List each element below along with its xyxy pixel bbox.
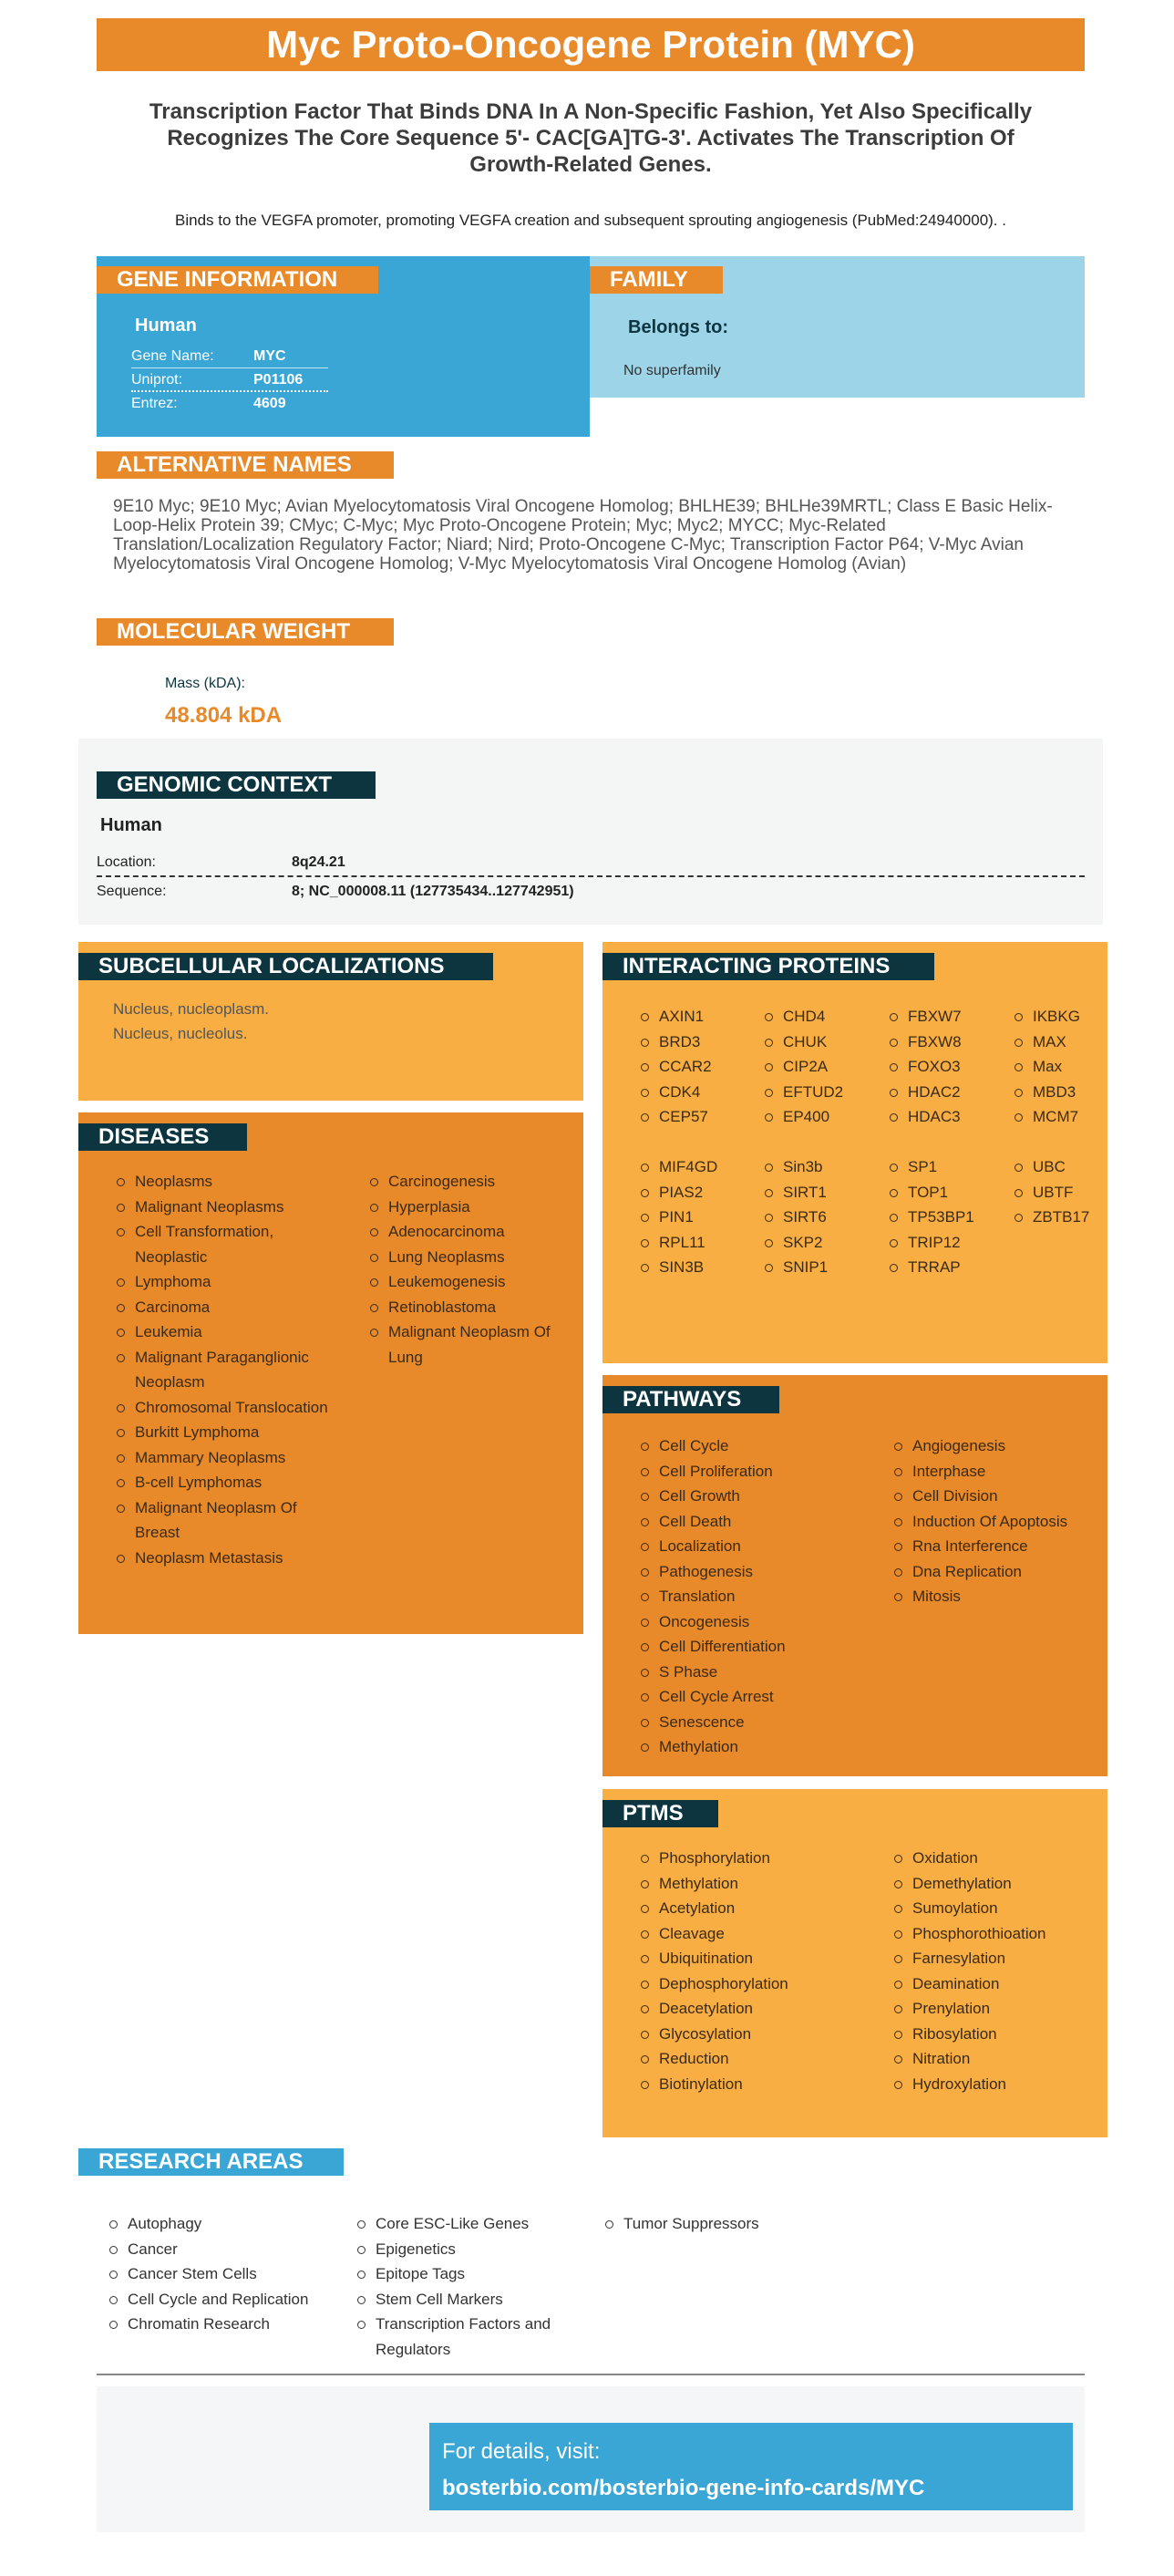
protein-item: FBXW7 bbox=[890, 1004, 1008, 1029]
diseases-panel bbox=[78, 1112, 583, 1634]
list-item: Demethylation bbox=[894, 1871, 1104, 1897]
genomic-table bbox=[97, 848, 1085, 906]
list-item: Angiogenesis bbox=[894, 1433, 1104, 1459]
protein-item: PIN1 bbox=[641, 1205, 759, 1230]
protein-item: Sin3b bbox=[765, 1154, 883, 1180]
list-item: Carcinogenesis bbox=[370, 1169, 571, 1195]
list-item: Deacetylation bbox=[641, 1996, 887, 2022]
list-item: Oncogenesis bbox=[641, 1609, 887, 1635]
gene-name-row bbox=[131, 345, 328, 368]
location-row bbox=[97, 848, 1085, 877]
protein-item: MCM7 bbox=[1014, 1104, 1133, 1130]
subcellular-heading: SUBCELLULAR LOCALIZATIONS bbox=[78, 953, 493, 980]
protein-item: CDK4 bbox=[641, 1080, 759, 1105]
protein-column bbox=[765, 1004, 883, 1130]
pathways-list-col2 bbox=[894, 1433, 1104, 1609]
interacting-proteins-heading: INTERACTING PROTEINS bbox=[602, 953, 934, 980]
list-item: Malignant Neoplasm Of Lung bbox=[370, 1319, 571, 1370]
details-label: For details, visit: bbox=[442, 2439, 601, 2464]
uniprot-row bbox=[131, 368, 328, 392]
entrez-key: Entrez: bbox=[131, 396, 178, 411]
list-item: Interphase bbox=[894, 1459, 1104, 1485]
list-item: Lung Neoplasms bbox=[370, 1245, 571, 1270]
list-item: Cell Cycle bbox=[641, 1433, 887, 1459]
list-item: Cell Proliferation bbox=[641, 1459, 887, 1485]
ptms-heading: PTMS bbox=[602, 1800, 718, 1827]
list-item: Cell Transformation, Neoplastic bbox=[117, 1219, 335, 1269]
research-areas-col2 bbox=[357, 2211, 594, 2362]
sequence-value: 8; NC_000008.11 (127735434..127742951) bbox=[292, 884, 574, 899]
protein-item: TP53BP1 bbox=[890, 1205, 1008, 1230]
protein-column bbox=[641, 1154, 759, 1280]
list-item: Ubiquitination bbox=[641, 1946, 887, 1971]
protein-item: SNIP1 bbox=[765, 1255, 883, 1280]
subcellular-panel bbox=[78, 942, 583, 1101]
list-item: Phosphorothioation bbox=[894, 1921, 1104, 1947]
list-item: Chromosomal Translocation bbox=[117, 1395, 335, 1421]
pathways-panel bbox=[602, 1375, 1107, 1776]
list-item: Neoplasms bbox=[117, 1169, 335, 1195]
protein-item: EP400 bbox=[765, 1104, 883, 1130]
page-title: Myc Proto-Oncogene Protein (MYC) bbox=[97, 18, 1085, 71]
list-item: Retinoblastoma bbox=[370, 1295, 571, 1320]
list-item: Cell Differentiation bbox=[641, 1634, 887, 1660]
genomic-context-panel bbox=[78, 739, 1103, 925]
genomic-context-heading: GENOMIC CONTEXT bbox=[97, 771, 376, 799]
protein-item: HDAC3 bbox=[890, 1104, 1008, 1130]
protein-item: Max bbox=[1014, 1054, 1133, 1080]
family-value: No superfamily bbox=[623, 363, 721, 378]
genomic-species: Human bbox=[100, 815, 162, 835]
protein-column bbox=[890, 1154, 1008, 1280]
details-link-box[interactable] bbox=[429, 2423, 1073, 2510]
protein-item: BRD3 bbox=[641, 1029, 759, 1055]
protein-item: MIF4GD bbox=[641, 1154, 759, 1180]
list-item: Nitration bbox=[894, 2046, 1104, 2072]
protein-item: UBC bbox=[1014, 1154, 1133, 1180]
footer-divider bbox=[97, 2374, 1085, 2375]
list-item: Nucleus, nucleoplasm. bbox=[113, 1000, 270, 1018]
ptms-panel bbox=[602, 1789, 1107, 2137]
protein-item: TRIP12 bbox=[890, 1230, 1008, 1256]
location-value: 8q24.21 bbox=[292, 854, 345, 870]
list-item: Cancer bbox=[109, 2237, 346, 2262]
protein-item: TOP1 bbox=[890, 1180, 1008, 1205]
list-item: Autophagy bbox=[109, 2211, 346, 2237]
list-item: Transcription Factors and Regulators bbox=[357, 2312, 594, 2362]
list-item: Cell Cycle Arrest bbox=[641, 1684, 887, 1710]
list-item: Methylation bbox=[641, 1871, 887, 1897]
list-item: Malignant Neoplasm Of Breast bbox=[117, 1495, 335, 1546]
subcellular-list bbox=[113, 997, 269, 1046]
list-item: Acetylation bbox=[641, 1896, 887, 1921]
gene-name-key: Gene Name: bbox=[131, 348, 214, 364]
list-item: Core ESC-Like Genes bbox=[357, 2211, 594, 2237]
alternative-names-text: 9E10 Myc; 9E10 Myc; Avian Myelocytomatosis Viral Oncogene Homolog; BHLHE39; BHLHe39MRTL; Class E Basic Helix-Loop-Helix Protein 39; CMyc; C-Myc; Myc Proto-Oncogene Protein; Myc; Myc2; MYCC; Myc-Related Translation/Localization Regulatory Factor; Niard; Nird; Proto-Oncogene C-Myc; Transcription Factor P64; V-Myc Avian Myelocytomatosis Viral Oncogene Homolog; V-Myc Myelocytomatosis Viral Oncogene Homolog (Avian) bbox=[113, 497, 1053, 574]
protein-item: FOXO3 bbox=[890, 1054, 1008, 1080]
list-item: Rna Interference bbox=[894, 1534, 1104, 1559]
list-item: Farnesylation bbox=[894, 1946, 1104, 1971]
molecular-weight-heading: MOLECULAR WEIGHT bbox=[97, 618, 394, 646]
interacting-proteins-panel bbox=[602, 942, 1107, 1363]
list-item: Translation bbox=[641, 1584, 887, 1609]
mass-value: 48.804 kDA bbox=[165, 703, 283, 728]
family-panel bbox=[590, 256, 1085, 398]
list-item: Reduction bbox=[641, 2046, 887, 2072]
list-item: Dephosphorylation bbox=[641, 1971, 887, 1997]
protein-item: IKBKG bbox=[1014, 1004, 1133, 1029]
protein-item: TRRAP bbox=[890, 1255, 1008, 1280]
list-item: Dna Replication bbox=[894, 1559, 1104, 1585]
family-belongs-label: Belongs to: bbox=[628, 317, 728, 337]
list-item: Epitope Tags bbox=[357, 2261, 594, 2287]
protein-item: ZBTB17 bbox=[1014, 1205, 1133, 1230]
list-item: Hydroxylation bbox=[894, 2072, 1104, 2097]
list-item: B-cell Lymphomas bbox=[117, 1470, 335, 1495]
uniprot-key: Uniprot: bbox=[131, 372, 183, 388]
uniprot-value: P01106 bbox=[253, 372, 304, 388]
protein-item: CEP57 bbox=[641, 1104, 759, 1130]
protein-item: AXIN1 bbox=[641, 1004, 759, 1029]
list-item: Mammary Neoplasms bbox=[117, 1445, 335, 1471]
list-item: Induction Of Apoptosis bbox=[894, 1509, 1104, 1535]
details-url[interactable]: bosterbio.com/bosterbio-gene-info-cards/MYC bbox=[442, 2476, 925, 2500]
mass-label: Mass (kDA): bbox=[165, 676, 245, 691]
protein-item: PIAS2 bbox=[641, 1180, 759, 1205]
research-areas-heading: RESEARCH AREAS bbox=[78, 2148, 344, 2176]
protein-item: CCAR2 bbox=[641, 1054, 759, 1080]
family-heading: FAMILY bbox=[590, 266, 723, 294]
gene-species: Human bbox=[135, 316, 197, 336]
list-item: Cell Division bbox=[894, 1484, 1104, 1509]
protein-item: MAX bbox=[1014, 1029, 1133, 1055]
list-item: Leukemia bbox=[117, 1319, 335, 1345]
list-item: Malignant Paraganglionic Neoplasm bbox=[117, 1345, 335, 1395]
list-item: Senescence bbox=[641, 1710, 887, 1735]
protein-item: UBTF bbox=[1014, 1180, 1133, 1205]
protein-item: FBXW8 bbox=[890, 1029, 1008, 1055]
list-item: Epigenetics bbox=[357, 2237, 594, 2262]
pathways-list-col1 bbox=[641, 1433, 887, 1760]
protein-column bbox=[765, 1154, 883, 1280]
ptms-list-col2 bbox=[894, 1846, 1104, 2096]
list-item: Localization bbox=[641, 1534, 887, 1559]
list-item: Adenocarcinoma bbox=[370, 1219, 571, 1245]
list-item: Oxidation bbox=[894, 1846, 1104, 1871]
list-item: Stem Cell Markers bbox=[357, 2287, 594, 2312]
protein-item: SP1 bbox=[890, 1154, 1008, 1180]
list-item: Ribosylation bbox=[894, 2022, 1104, 2047]
diseases-list-col2 bbox=[370, 1169, 571, 1370]
protein-item: HDAC2 bbox=[890, 1080, 1008, 1105]
gene-info-table bbox=[131, 345, 328, 416]
protein-item: CHUK bbox=[765, 1029, 883, 1055]
list-item: Glycosylation bbox=[641, 2022, 887, 2047]
alternative-names-heading: ALTERNATIVE NAMES bbox=[97, 451, 394, 479]
list-item: Malignant Neoplasms bbox=[117, 1195, 335, 1220]
list-item: S Phase bbox=[641, 1660, 887, 1685]
protein-item: RPL11 bbox=[641, 1230, 759, 1256]
list-item: Cell Death bbox=[641, 1509, 887, 1535]
list-item: Hyperplasia bbox=[370, 1195, 571, 1220]
protein-item: SIRT1 bbox=[765, 1180, 883, 1205]
protein-item: SKP2 bbox=[765, 1230, 883, 1256]
list-item: Chromatin Research bbox=[109, 2312, 346, 2337]
list-item: Neoplasm Metastasis bbox=[117, 1546, 335, 1571]
list-item: Mitosis bbox=[894, 1584, 1104, 1609]
ptms-list-col1 bbox=[641, 1846, 887, 2096]
protein-column bbox=[1014, 1154, 1133, 1230]
protein-item: EFTUD2 bbox=[765, 1080, 883, 1105]
protein-summary: Transcription Factor That Binds DNA In A Non-Specific Fashion, Yet Also Specifically Recognizes The Core Sequence 5'- CAC[GA]TG-3'. Activates The Transcription Of Growth-Related Genes. bbox=[149, 99, 1033, 177]
location-key: Location: bbox=[97, 854, 156, 870]
protein-item: CIP2A bbox=[765, 1054, 883, 1080]
list-item: Tumor Suppressors bbox=[605, 2211, 842, 2237]
gene-name-value: MYC bbox=[253, 348, 286, 364]
list-item: Carcinoma bbox=[117, 1295, 335, 1320]
list-item: Leukemogenesis bbox=[370, 1269, 571, 1295]
gene-information-panel bbox=[97, 256, 590, 437]
list-item: Methylation bbox=[641, 1734, 887, 1760]
list-item: Nucleus, nucleolus. bbox=[113, 1025, 248, 1042]
research-areas-col1 bbox=[109, 2211, 346, 2337]
pathways-heading: PATHWAYS bbox=[602, 1386, 779, 1413]
entrez-row bbox=[131, 392, 328, 416]
list-item: Biotinylation bbox=[641, 2072, 887, 2097]
list-item: Sumoylation bbox=[894, 1896, 1104, 1921]
list-item: Pathogenesis bbox=[641, 1559, 887, 1585]
list-item: Prenylation bbox=[894, 1996, 1104, 2022]
list-item: Cancer Stem Cells bbox=[109, 2261, 346, 2287]
protein-column bbox=[641, 1004, 759, 1130]
list-item: Cleavage bbox=[641, 1921, 887, 1947]
diseases-list-col1 bbox=[117, 1169, 335, 1570]
protein-column bbox=[1014, 1004, 1133, 1130]
protein-column bbox=[890, 1004, 1008, 1130]
list-item: Burkitt Lymphoma bbox=[117, 1420, 335, 1445]
list-item: Cell Growth bbox=[641, 1484, 887, 1509]
sequence-row bbox=[97, 877, 1085, 906]
list-item: Phosphorylation bbox=[641, 1846, 887, 1871]
list-item: Lymphoma bbox=[117, 1269, 335, 1295]
research-areas-col3 bbox=[605, 2211, 842, 2237]
sequence-key: Sequence: bbox=[97, 884, 167, 899]
protein-item: CHD4 bbox=[765, 1004, 883, 1029]
function-note: Binds to the VEGFA promoter, promoting VEGFA creation and subsequent sprouting angiogenesis (PubMed:24940000). . bbox=[175, 212, 1006, 229]
list-item: Deamination bbox=[894, 1971, 1104, 1997]
protein-item: SIN3B bbox=[641, 1255, 759, 1280]
gene-information-heading: GENE INFORMATION bbox=[97, 266, 378, 294]
protein-item: SIRT6 bbox=[765, 1205, 883, 1230]
list-item: Cell Cycle and Replication bbox=[109, 2287, 346, 2312]
diseases-heading: DISEASES bbox=[78, 1123, 247, 1151]
entrez-value: 4609 bbox=[253, 396, 286, 411]
protein-item: MBD3 bbox=[1014, 1080, 1133, 1105]
